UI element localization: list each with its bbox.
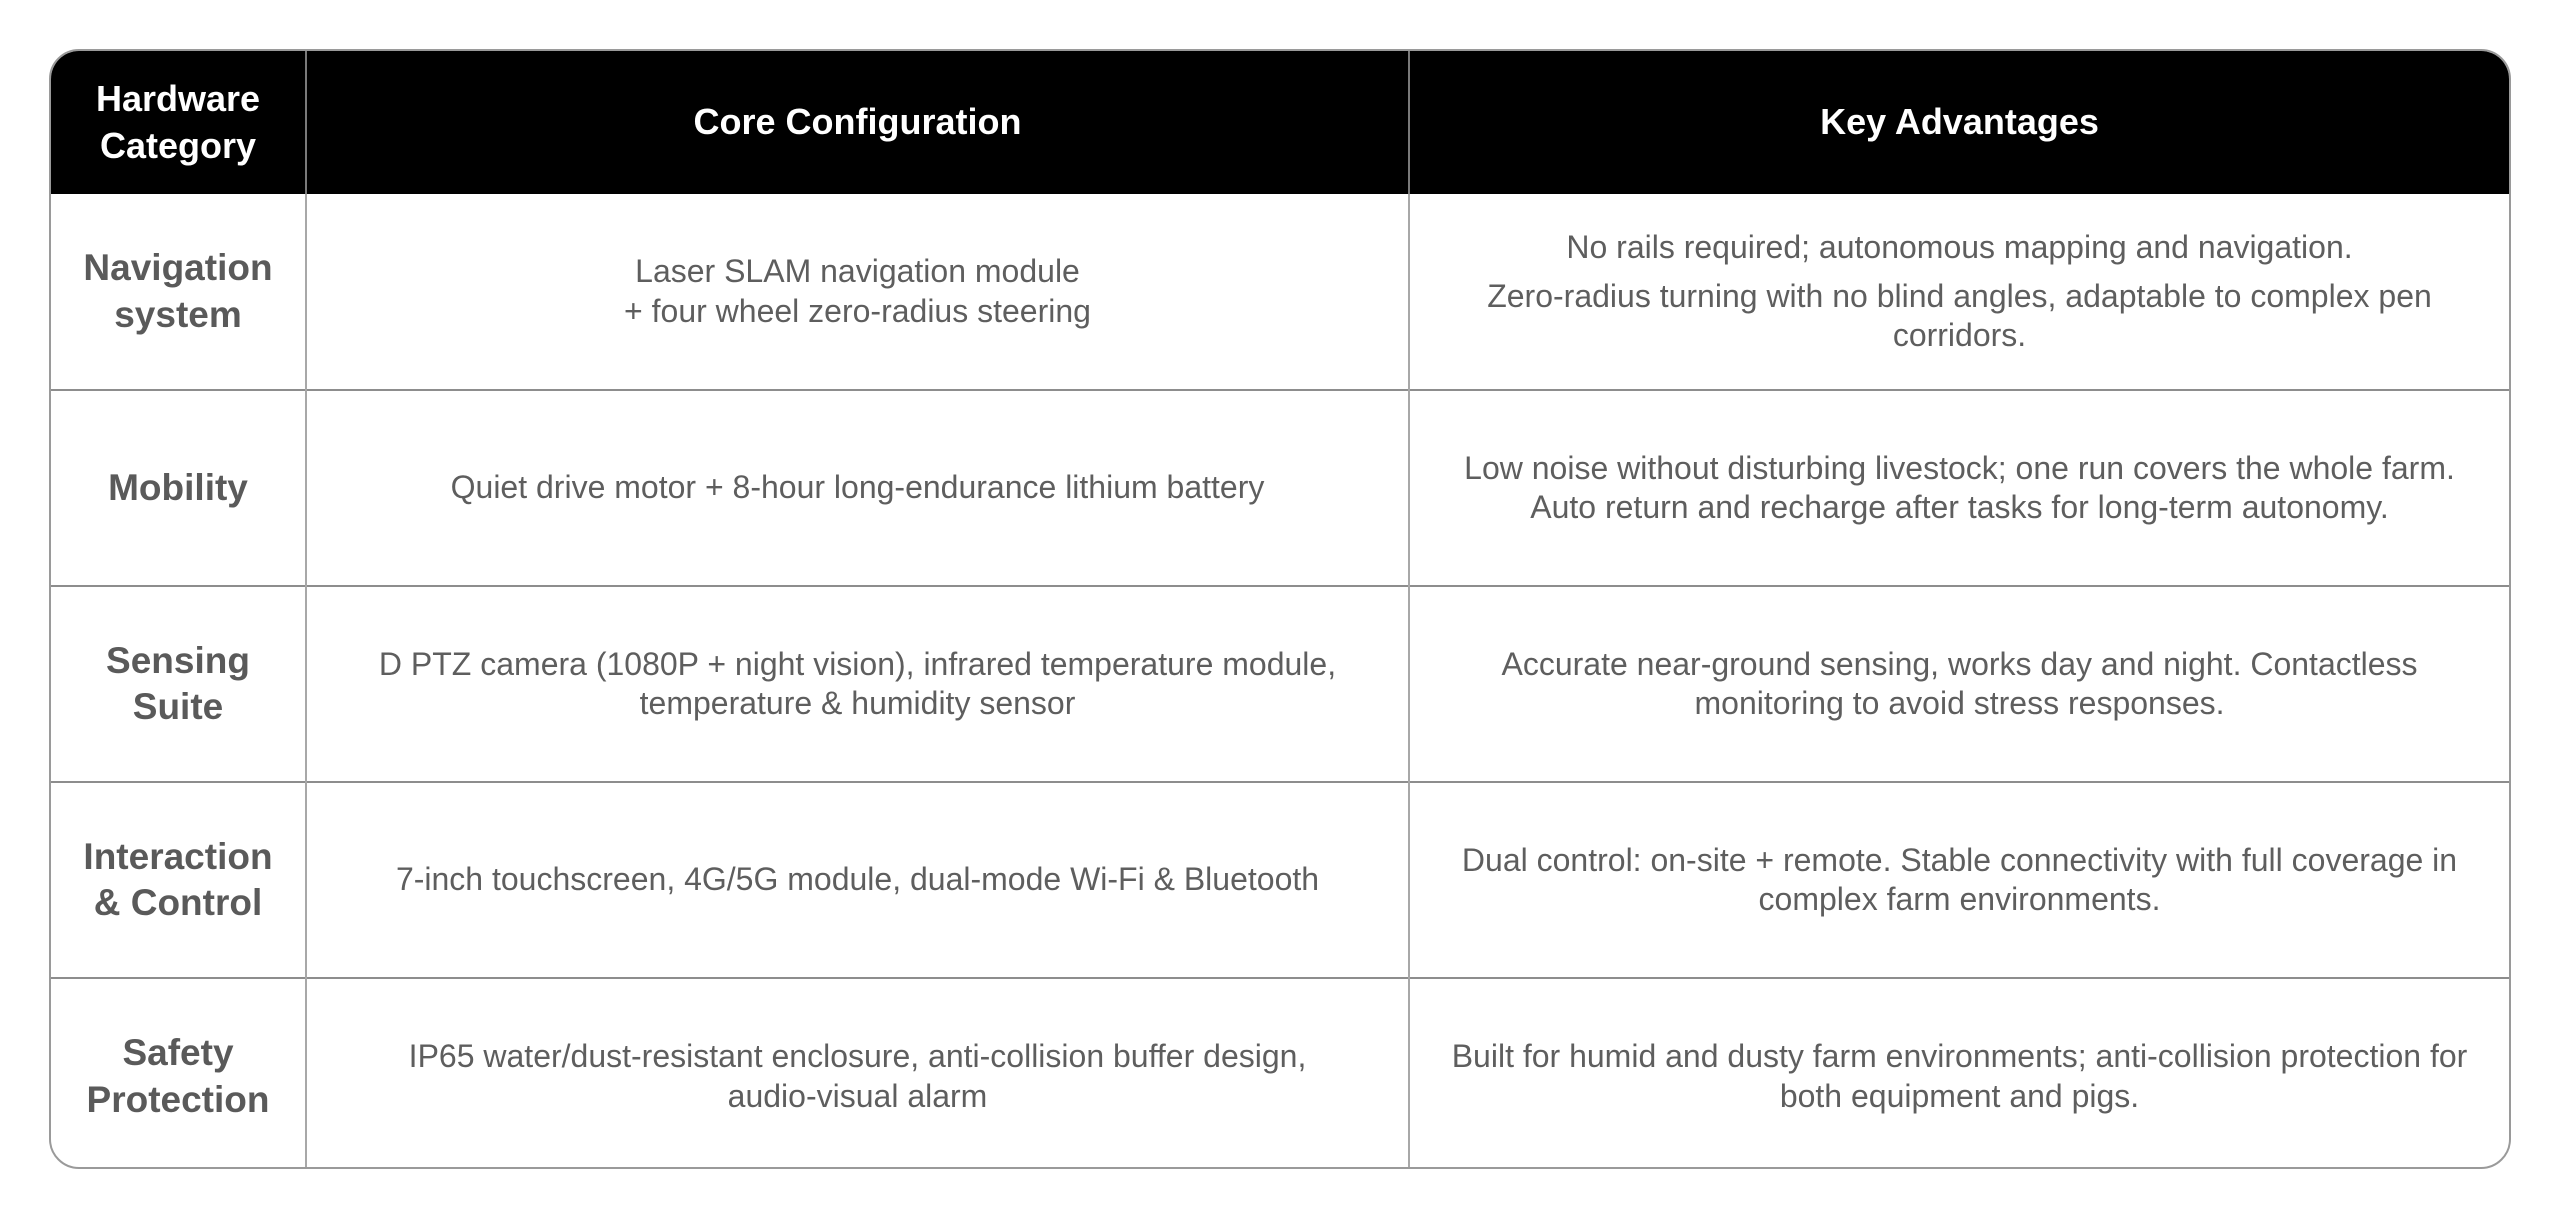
configuration-cell	[306, 194, 1409, 390]
configuration-line: 7-inch touchscreen, 4G/5G module, dual-mode Wi-Fi & Bluetooth	[395, 861, 1320, 898]
category-cell	[51, 978, 306, 1169]
category-label: Sensing Suite	[106, 639, 250, 727]
advantages-line: Low noise without disturbing livestock; one run covers the whole farm.	[1464, 449, 2455, 486]
header-core-configuration: Core Configuration	[306, 51, 1409, 194]
configuration-line: Quiet drive motor + 8-hour long-endurance lithium battery	[450, 469, 1265, 506]
category-cell	[51, 782, 306, 978]
table-row	[51, 586, 2509, 782]
advantages-cell	[1409, 978, 2509, 1169]
configuration-cell	[306, 978, 1409, 1169]
configuration-line: + four wheel zero-radius steering	[624, 292, 1091, 329]
advantages-line: No rails required; autonomous mapping and navigation.	[1566, 228, 2353, 265]
advantages-line: Built for humid and dusty farm environments; anti-collision protection for both equipment and pigs.	[1451, 1038, 2468, 1114]
advantages-cell	[1409, 782, 2509, 978]
category-label: Navigation system	[83, 247, 273, 335]
advantages-cell	[1409, 194, 2509, 390]
table-row	[51, 390, 2509, 586]
hardware-spec-table-container	[49, 49, 2511, 1169]
table-header-row	[51, 51, 2509, 194]
advantages-cell	[1409, 586, 2509, 782]
configuration-cell	[306, 586, 1409, 782]
advantages-line: Accurate near-ground sensing, works day and night. Contactless monitoring to avoid stress responses.	[1501, 645, 2418, 721]
category-cell	[51, 586, 306, 782]
advantages-line: Zero-radius turning with no blind angles, adaptable to complex pen corridors.	[1487, 277, 2432, 354]
configuration-cell	[306, 782, 1409, 978]
configuration-line: D PTZ camera (1080P + night vision), infrared temperature module, temperature & humidity sensor	[378, 645, 1337, 721]
configuration-cell	[306, 390, 1409, 586]
table-row	[51, 194, 2509, 390]
header-key-advantages: Key Advantages	[1409, 51, 2509, 194]
hardware-spec-table	[51, 51, 2509, 1169]
advantages-cell	[1409, 390, 2509, 586]
advantages-line: Dual control: on-site + remote. Stable connectivity with full coverage in complex farm environments.	[1461, 841, 2458, 917]
category-label: Interaction & Control	[83, 835, 273, 923]
configuration-line: IP65 water/dust-resistant enclosure, anti-collision buffer design, audio-visual alarm	[408, 1038, 1307, 1114]
table-row	[51, 978, 2509, 1169]
configuration-line: Laser SLAM navigation module	[635, 253, 1080, 290]
header-hardware-category: Hardware Category	[51, 51, 306, 194]
advantages-line: Auto return and recharge after tasks for long-term autonomy.	[1530, 489, 2389, 525]
category-cell	[51, 390, 306, 586]
category-label: Mobility	[108, 466, 248, 508]
category-cell	[51, 194, 306, 390]
category-label: Safety Protection	[86, 1032, 270, 1120]
table-row	[51, 782, 2509, 978]
